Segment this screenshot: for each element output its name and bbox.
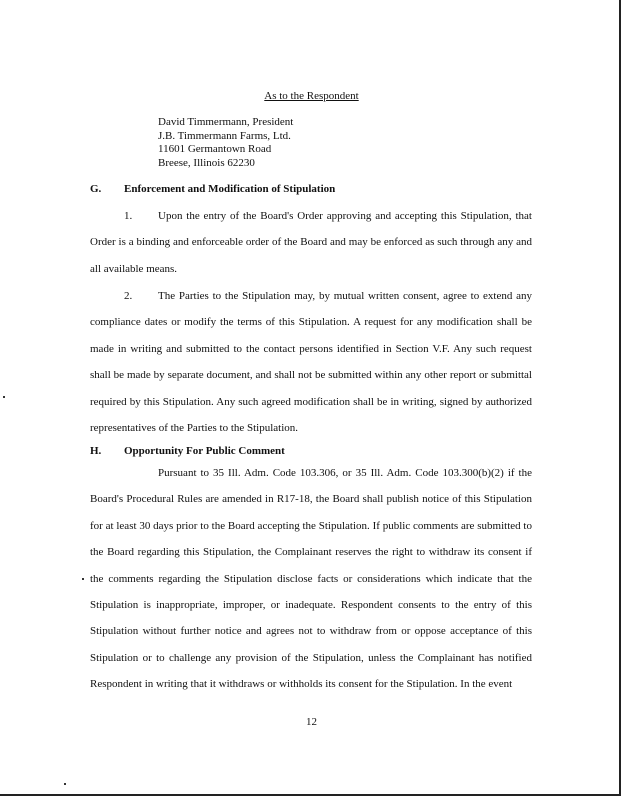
respondent-address-block [158, 116, 293, 170]
section-g-heading [90, 183, 335, 195]
paragraph-number: 1. [124, 210, 133, 222]
paragraph-text: Upon the entry of the Board's Order approving and accepting this Stipulation, that Order is a binding and enforceable order of the Board and may be enforced as such through any and all available means. [90, 210, 532, 275]
scan-speck [3, 396, 5, 398]
section-g-paragraph-2 [90, 283, 532, 441]
section-g-paragraph-1 [90, 203, 532, 282]
address-street: 11601 Germantown Road [158, 143, 272, 155]
page-number: 12 [306, 716, 317, 728]
address-company: J.B. Timmermann Farms, Ltd. [158, 129, 291, 142]
section-h-title: Opportunity For Public Comment [124, 445, 285, 457]
address-city: Breese, Illinois 62230 [158, 156, 255, 169]
scan-speck [64, 783, 66, 785]
scan-speck [82, 578, 84, 580]
paragraph-text: The Parties to the Stipulation may, by mutual written consent, agree to extend any compliance dates or modify the terms of this Stipulation. A request for any modification shall be made in writing and submitted to the contact persons identified in Section V.F. Any such request shall be made by separate document, and shall not be submitted within any other report or submittal required by this Stipulation. Any such agreed modification shall be in writing, signed by authorized representatives of the Parties to the Stipulation. [90, 290, 532, 435]
paragraph-number: 2. [124, 290, 133, 302]
paragraph-text: Pursuant to 35 Ill. Adm. Code 103.306, or 35 Ill. Adm. Code 103.300(b)(2) if the Board's Procedural Rules are amended in R17-18, the Board shall publish notice of this Stipulation for at least 30 days prior to the Board accepting the Stipulation. If public comments are submitted to the Board regarding this Stipulation, the Complainant reserves the right to withdraw its consent if the comments regarding the Stipulation disclose facts or considerations which indicate that the Stipulation is inappropriate, improper, or inadequate. Respondent consents to the entry of this Stipulation without further notice and agrees not to withdraw from or oppose acceptance of this Stipulation or to challenge any provision of the Stipulation, unless the Complainant has notified Respondent in writing that it withdraws or withholds its consent for the Stipulation. In the event [90, 467, 532, 691]
section-h-heading [90, 445, 285, 457]
section-h-letter: H. [90, 445, 102, 457]
section-g-letter: G. [90, 183, 102, 195]
section-h-paragraph [90, 460, 532, 698]
section-g-title: Enforcement and Modification of Stipulation [124, 183, 336, 195]
respondent-heading: As to the Respondent [264, 90, 359, 102]
address-name: David Timmermann, President [158, 116, 294, 128]
